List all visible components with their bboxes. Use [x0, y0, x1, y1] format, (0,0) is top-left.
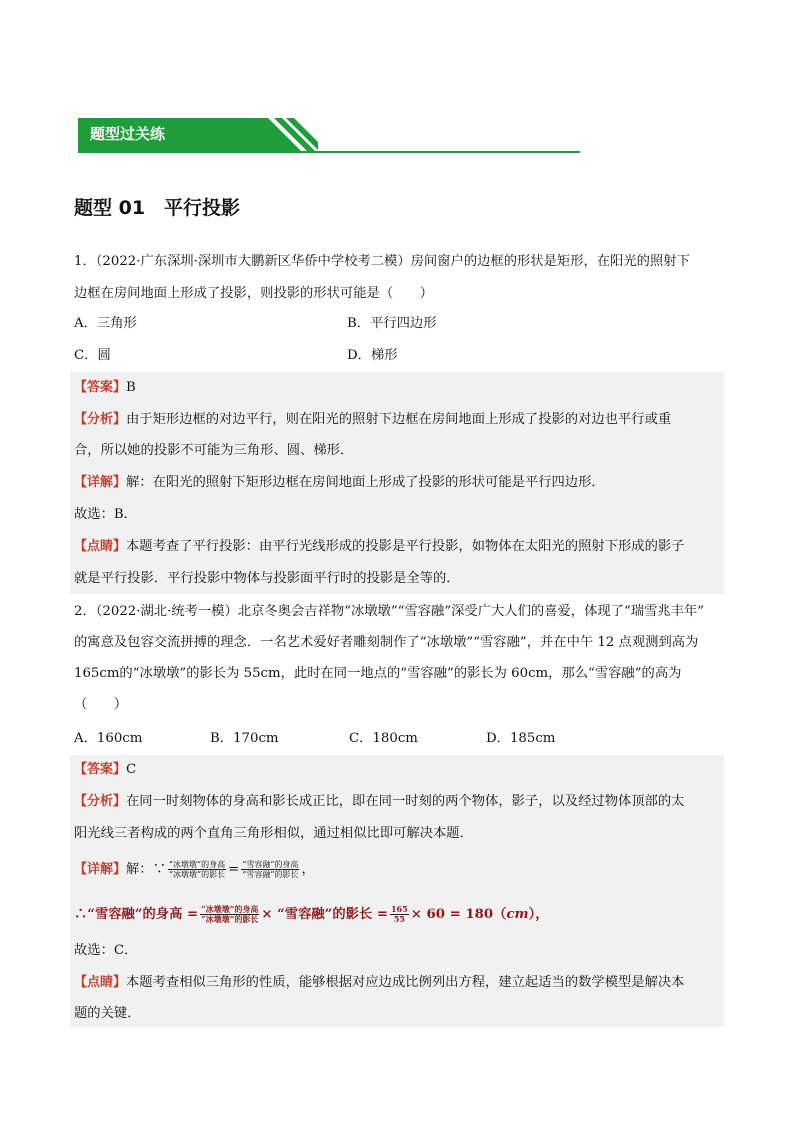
q1-line-2: 边框在房间地面上形成了投影，则投影的形状可能是（ ）: [74, 286, 434, 301]
banner-stripes-icon: [198, 118, 318, 151]
q1-choice: 故选：B．: [74, 507, 137, 522]
q2-option-a: A．160cm: [74, 731, 143, 746]
q1-line-1: 1．（2022·广东深圳·深圳市大鹏新区华侨中学校考二模）房间窗户的边框的形状是矩形，在阳光的照射下: [74, 254, 690, 269]
banner-underline: [78, 151, 580, 153]
ratio-fraction-1: $\frac{\text{“冰墩墩”的身高}}{\text{“冰墩墩”的影长}}$: [168, 860, 226, 879]
section-title: 题型 01 平行投影: [74, 197, 241, 219]
ratio-fraction-2: $\frac{\text{“雪容融”的身高}}{\text{“雪容融”的影长}}$: [242, 860, 299, 879]
q1-analysis-2: 合，所以她的投影不可能为三角形、圆、梯形．: [74, 443, 354, 458]
q2-calculation: ∴“雪容融”的身高 = $\frac{\text{“冰墩墩”的身高}}{\text{“冰墩墩”的影长}}$ × “雪容融”的影长 = $\frac{165}{55}$ × 60 = 180（cm），: [74, 904, 549, 924]
banner-label: 题型过关练: [78, 118, 210, 151]
q2-choice: 故选：C．: [74, 943, 138, 958]
q1-comment-1: 【点睛】本题考查了平行投影：由平行光线形成的投影是平行投影，如物体在太阳光的照射下形成的影子: [74, 539, 685, 554]
q1-option-d: D．梯形: [347, 348, 398, 363]
q2-line-3: 165cm的“冰墩墩”的影长为 55cm，此时在同一地点的“雪容融”的影长为 60cm，那么“雪容融”的高为: [74, 666, 682, 681]
q2-detail: 【详解】解：∵ $\frac{\text{“冰墩墩”的身高}}{\text{“冰墩墩”的影长}}$ = $\frac{\text{“雪容融”的身高}}{\text{“雪容融”的影长}}$ ，: [74, 860, 315, 879]
section-banner: [78, 118, 580, 154]
q2-answer: 【答案】C: [74, 762, 137, 777]
q1-option-b: B．平行四边形: [347, 316, 437, 331]
q2-option-b: B．170cm: [210, 731, 279, 746]
q2-line-4: （ ）: [74, 697, 128, 712]
q2-comment-2: 题的关键．: [74, 1006, 141, 1021]
q1-detail: 【详解】解：在阳光的照射下矩形边框在房间地面上形成了投影的形状可能是平行四边形．: [74, 475, 605, 490]
q2-line-1: 2．（2022·湖北·统考一模）北京冬奥会吉祥物“冰墩墩”“雪容融”深受广大人们的喜爱，体现了“瑞雪兆丰年”: [74, 604, 705, 619]
q1-answer: 【答案】B: [74, 380, 136, 395]
q2-analysis-2: 阳光线三者构成的两个直角三角形相似，通过相似比即可解决本题．: [74, 826, 473, 841]
q2-analysis-1: 【分析】在同一时刻物体的身高和影长成正比，即在同一时刻的两个物体，影子，以及经过物体顶部的太: [74, 794, 685, 809]
q1-option-c: C．圆: [74, 348, 111, 363]
q1-option-a: A．三角形: [74, 316, 137, 331]
q2-option-d: D．185cm: [486, 731, 556, 746]
q1-analysis-1: 【分析】由于矩形边框的对边平行，则在阳光的照射下边框在房间地面上形成了投影的对边也平行或重: [74, 412, 672, 427]
q1-comment-2: 就是平行投影．平行投影中物体与投影面平行时的投影是全等的．: [74, 571, 460, 586]
calc-fraction-2: $\frac{165}{55}$: [390, 904, 408, 924]
q2-option-c: C．180cm: [349, 731, 418, 746]
q2-line-2: 的寓意及包容交流拼搏的理念．一名艺术爱好者雕刻制作了“冰墩墩”“雪容融”，并在中午 12 点观测到高为: [74, 635, 699, 650]
q2-comment-1: 【点睛】本题考查相似三角形的性质，能够根据对应边成比例列出方程，建立起适当的数学模型是解决本: [74, 975, 685, 990]
calc-fraction-1: $\frac{\text{“冰墩墩”的身高}}{\text{“冰墩墩”的影长}}$: [201, 904, 259, 924]
